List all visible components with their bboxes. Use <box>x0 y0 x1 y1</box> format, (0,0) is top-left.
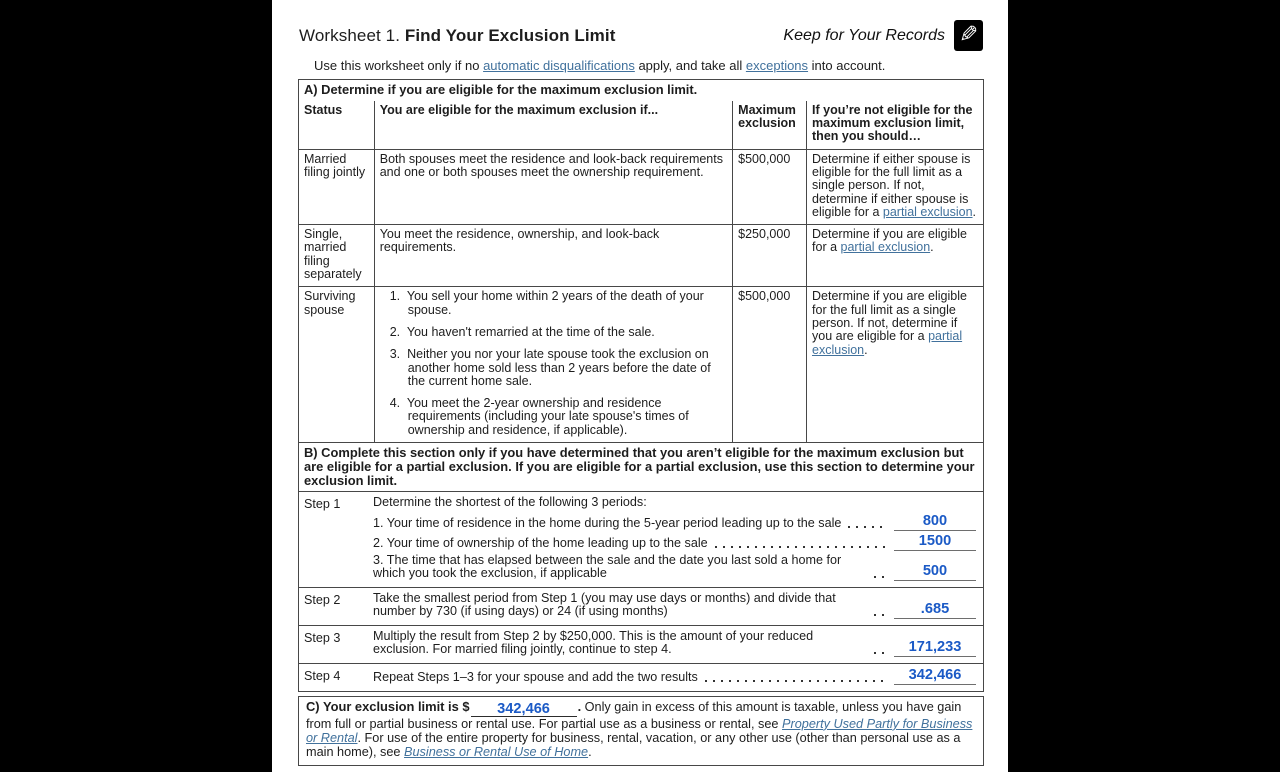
condition-list-item: 4. You meet the 2-year ownership and residence requirements (including your late spouse's times of ownership and residence, if applicable). <box>389 396 689 437</box>
text-segment: Determine if you are eligible for a <box>812 227 967 255</box>
condition-list <box>380 290 727 437</box>
step-line <box>373 534 976 551</box>
text-segment: . <box>588 744 592 759</box>
step-line-text: Multiply the result from Step 2 by $250,000. This is the amount of your reduced exclusion. For married filing jointly, continue to step 4. <box>373 628 814 657</box>
page-title-main: Find Your Exclusion Limit <box>404 25 616 45</box>
leader-dots <box>715 546 888 548</box>
section-c-box <box>298 696 984 766</box>
step-line <box>373 554 976 581</box>
leader-dots <box>874 614 888 616</box>
step-row <box>299 491 983 587</box>
step-label: Step 1 <box>304 497 341 512</box>
section-a-body <box>299 149 983 442</box>
column-header: Status <box>299 101 374 149</box>
text-segment: apply, and take all <box>634 58 746 73</box>
step-intro: Determine the shortest of the following 3 periods: <box>373 495 647 510</box>
max-exclusion-cell: $500,000 <box>733 287 807 442</box>
text-segment: . <box>930 240 934 255</box>
step-label: Step 3 <box>304 630 341 645</box>
step-line-text: 1. Your time of residence in the home during the 5-year period leading up to the sale <box>373 516 842 531</box>
step-label: Step 4 <box>304 668 341 683</box>
page-title <box>299 26 615 46</box>
step-line-text: 2. Your time of ownership of the home leading up to the sale <box>373 536 708 551</box>
leader-dots <box>874 652 888 654</box>
step-value-field[interactable]: 171,233 <box>894 640 976 657</box>
step-value-field[interactable]: .685 <box>894 602 976 619</box>
text-segment: . <box>864 342 868 357</box>
step-line <box>373 592 976 619</box>
property-used-partly-link[interactable]: Property Used Partly for Business or Rental <box>306 716 973 745</box>
step-body <box>373 592 976 619</box>
worksheet-sections-a-b <box>298 79 984 692</box>
keep-for-records-label: Keep for Your Records <box>783 26 945 44</box>
leader-dots <box>705 680 888 682</box>
condition-list-item: 2. You haven't remarried at the time of the sale. <box>389 324 655 339</box>
step-row <box>299 625 983 663</box>
column-header: Maximum exclusion <box>733 101 807 149</box>
text-segment: Only gain in excess of this amount is taxable, unless you have gain from full or partial business or rental use. For partial use as a business or rental, see <box>306 699 962 731</box>
keep-for-records <box>783 20 983 51</box>
exclusion-limit-value-field[interactable]: 342,466 <box>471 702 577 717</box>
text-segment: Determine if either spouse is eligible for the full limit as a single person. If not, determine if either spouse is eligible for a <box>812 151 971 219</box>
step-line-text: Take the smallest period from Step 1 (you may use days or months) and divide that number by 730 (if using days) or 24 (if using months) <box>373 590 836 619</box>
step-value-field[interactable]: 1500 <box>894 534 976 551</box>
automatic-disqualifications-link[interactable]: automatic disqualifications <box>483 58 635 73</box>
leader-dots <box>848 526 888 528</box>
step-body <box>373 496 976 581</box>
table-row <box>299 287 983 442</box>
partial-exclusion-link[interactable]: partial exclusion <box>812 329 963 357</box>
step-label: Step 2 <box>304 592 341 607</box>
worksheet-header <box>298 20 984 51</box>
partial-exclusion-link[interactable]: partial exclusion <box>882 204 973 219</box>
exceptions-link[interactable]: exceptions <box>745 58 809 73</box>
section-c-lead: C) Your exclusion limit is $ <box>306 698 470 714</box>
condition-list-item: 3. Neither you nor your late spouse took the exclusion on another home sold less than 2 years before the date of the current home sale. <box>389 347 711 388</box>
text-segment: Determine if you are eligible for the full limit as a single person. If not, determine if you are eligible for a <box>812 289 967 344</box>
status-cell: Married filing jointly <box>299 149 374 224</box>
step-line <box>373 630 976 657</box>
page-title-prefix: Worksheet 1. <box>299 25 405 45</box>
table-row <box>299 225 983 287</box>
column-header: You are eligible for the maximum exclusion if... <box>374 101 732 149</box>
step-value-field[interactable]: 800 <box>894 514 976 531</box>
step-row <box>299 587 983 625</box>
step-line-text: 3. The time that has elapsed between the sale and the date you last sold a home for which you took the exclusion, if applicable <box>373 552 842 581</box>
condition-cell <box>374 287 732 442</box>
table-header-row <box>299 101 983 149</box>
pencil-glyph: ✎ <box>958 21 979 47</box>
section-b-heading: B) Complete this section only if you have determined that you aren’t eligible for the maximum exclusion but are eligible for a partial exclusion. If you are eligible for a partial exclusion, use this section to determine your exclusion limit. <box>299 442 983 491</box>
partial-exclusion-link[interactable]: partial exclusion <box>840 240 931 255</box>
max-exclusion-cell: $250,000 <box>733 225 807 287</box>
condition-cell: You meet the residence, ownership, and look-back requirements. <box>374 225 732 287</box>
step-row <box>299 663 983 691</box>
table-row <box>299 149 983 224</box>
otherwise-cell <box>807 149 983 224</box>
step-line <box>373 668 976 685</box>
section-a-table <box>299 101 983 442</box>
condition-cell: Both spouses meet the residence and look-back requirements and one or both spouses meet the ownership requirement. <box>374 149 732 224</box>
section-a-heading: A) Determine if you are eligible for the maximum exclusion limit. <box>304 82 698 97</box>
status-cell: Surviving spouse <box>299 287 374 442</box>
step-value-field[interactable]: 342,466 <box>894 668 976 685</box>
leader-dots <box>874 576 888 578</box>
business-or-rental-use-link[interactable]: Business or Rental Use of Home <box>404 744 589 759</box>
condition-list-item: 1. You sell your home within 2 years of the death of your spouse. <box>389 289 704 317</box>
section-b-steps <box>299 491 983 691</box>
records-pencil-icon <box>954 20 983 51</box>
otherwise-cell <box>807 287 983 442</box>
column-header: If you’re not eligible for the maximum exclusion limit, then you should… <box>807 101 983 149</box>
step-line-text: Repeat Steps 1–3 for your spouse and add the two results <box>373 670 698 685</box>
text-segment: into account. <box>808 58 886 73</box>
step-value-field[interactable]: 500 <box>894 564 976 581</box>
status-cell: Single, married filing separately <box>299 225 374 287</box>
text-segment: . <box>972 204 977 219</box>
section-c-after-value: . <box>577 698 582 714</box>
worksheet-page <box>272 0 1008 772</box>
intro-text <box>314 58 984 73</box>
text-segment: . For use of the entire property for business, rental, vacation, or any other use (other than personal use as a main home), see <box>306 730 961 759</box>
text-segment: Use this worksheet only if no <box>314 58 484 73</box>
max-exclusion-cell: $500,000 <box>733 149 807 224</box>
otherwise-cell <box>807 225 983 287</box>
step-body <box>373 668 976 685</box>
step-body <box>373 630 976 657</box>
step-line <box>373 514 976 531</box>
